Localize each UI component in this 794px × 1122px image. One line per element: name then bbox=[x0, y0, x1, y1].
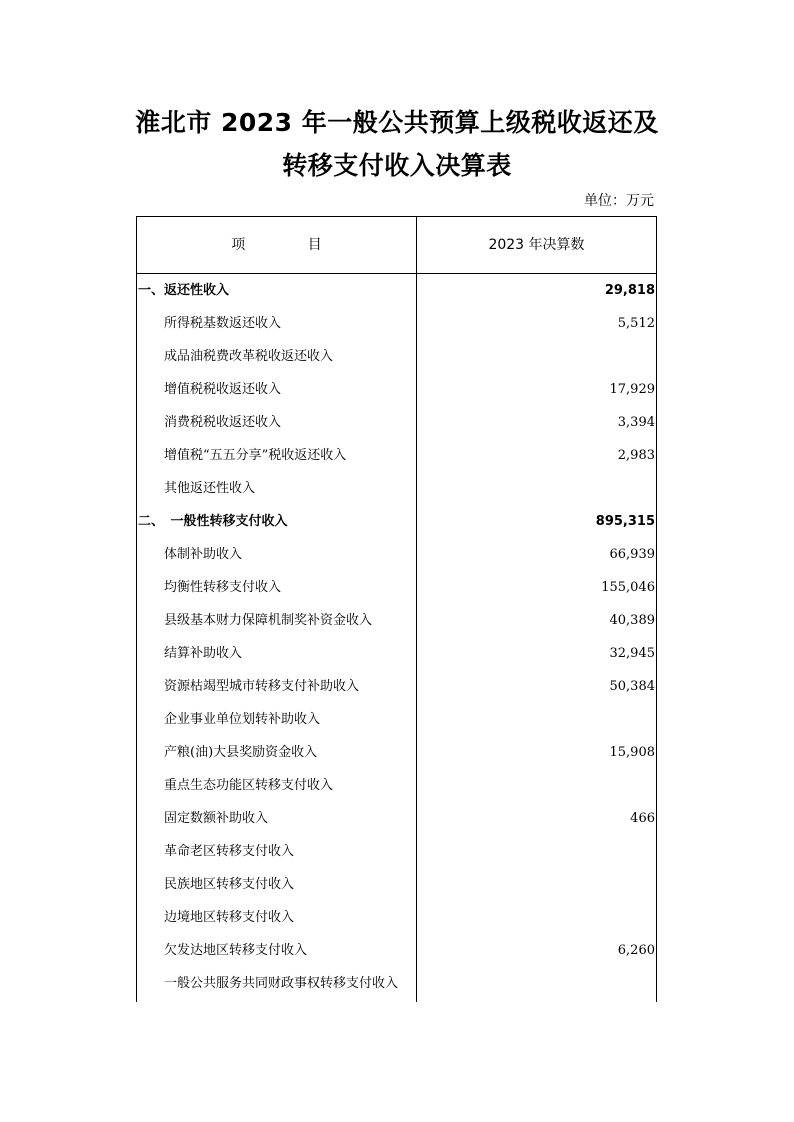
row-value: 6,260 bbox=[617, 943, 655, 958]
table-row bbox=[137, 769, 656, 802]
row-label: 其他返还性收入 bbox=[164, 481, 256, 496]
budget-table bbox=[136, 216, 657, 1002]
table-row bbox=[137, 901, 656, 934]
row-value: 2,983 bbox=[617, 448, 655, 463]
row-value: 40,389 bbox=[609, 613, 655, 628]
table-row bbox=[137, 736, 656, 769]
table-row bbox=[137, 670, 656, 703]
row-label: 革命老区转移支付收入 bbox=[164, 844, 295, 859]
table-row bbox=[137, 967, 656, 1000]
row-label: 成品油税费改革税收返还收入 bbox=[164, 349, 334, 364]
row-value: 15,908 bbox=[609, 745, 655, 760]
table-row bbox=[137, 439, 656, 472]
row-label: 边境地区转移支付收入 bbox=[164, 910, 295, 925]
document-title-line-2: 转移支付收入决算表 bbox=[282, 151, 512, 180]
table-row bbox=[137, 637, 656, 670]
unit-label: 单位：万元 bbox=[584, 193, 654, 209]
row-label: 产粮(油)大县奖励资金收入 bbox=[164, 745, 318, 760]
table-row bbox=[137, 703, 656, 736]
row-label: 二、 一般性转移支付收入 bbox=[138, 514, 288, 529]
row-label: 结算补助收入 bbox=[164, 646, 243, 661]
row-value: 66,939 bbox=[609, 547, 655, 562]
table-section-row bbox=[137, 274, 656, 307]
row-label: 消费税税收返还收入 bbox=[164, 415, 282, 430]
row-label: 均衡性转移支付收入 bbox=[164, 580, 282, 595]
row-value: 29,818 bbox=[604, 283, 655, 298]
row-label: 资源枯竭型城市转移支付补助收入 bbox=[164, 679, 360, 694]
table-row bbox=[137, 472, 656, 505]
row-label: 重点生态功能区转移支付收入 bbox=[164, 778, 334, 793]
row-value: 5,512 bbox=[617, 316, 655, 331]
row-value: 3,394 bbox=[617, 415, 655, 430]
row-value: 17,929 bbox=[609, 382, 655, 397]
document-title-line-1: 淮北市 2023 年一般公共预算上级税收返还及 bbox=[135, 108, 659, 137]
header-item: 项 目 bbox=[231, 237, 322, 253]
row-label: 所得税基数返还收入 bbox=[164, 316, 282, 331]
table-row bbox=[137, 868, 656, 901]
row-value: 155,046 bbox=[601, 580, 655, 595]
row-label: 一、返还性收入 bbox=[138, 283, 230, 298]
row-value: 32,945 bbox=[609, 646, 655, 661]
row-label: 增值税税收返还收入 bbox=[164, 382, 282, 397]
row-value: 50,384 bbox=[609, 679, 655, 694]
row-label: 一般公共服务共同财政事权转移支付收入 bbox=[164, 976, 399, 991]
table-row bbox=[137, 307, 656, 340]
table-row bbox=[137, 571, 656, 604]
table-row bbox=[137, 340, 656, 373]
table-row bbox=[137, 538, 656, 571]
row-label: 企业事业单位划转补助收入 bbox=[164, 712, 321, 727]
table-section-row bbox=[137, 505, 656, 538]
table-row bbox=[137, 373, 656, 406]
table-row bbox=[137, 835, 656, 868]
header-amount: 2023 年决算数 bbox=[488, 237, 585, 253]
table-body bbox=[137, 274, 656, 1000]
table-row bbox=[137, 406, 656, 439]
row-label: 体制补助收入 bbox=[164, 547, 243, 562]
row-value: 466 bbox=[630, 811, 655, 826]
table-row bbox=[137, 802, 656, 835]
table-row bbox=[137, 604, 656, 637]
row-label: 县级基本财力保障机制奖补资金收入 bbox=[164, 613, 373, 628]
table-header-row bbox=[137, 217, 656, 274]
row-value: 895,315 bbox=[595, 514, 655, 529]
row-label: 欠发达地区转移支付收入 bbox=[164, 943, 308, 958]
row-label: 增值税“五五分享”税收返还收入 bbox=[164, 448, 347, 463]
row-label: 固定数额补助收入 bbox=[164, 811, 269, 826]
table-row bbox=[137, 934, 656, 967]
row-label: 民族地区转移支付收入 bbox=[164, 877, 295, 892]
